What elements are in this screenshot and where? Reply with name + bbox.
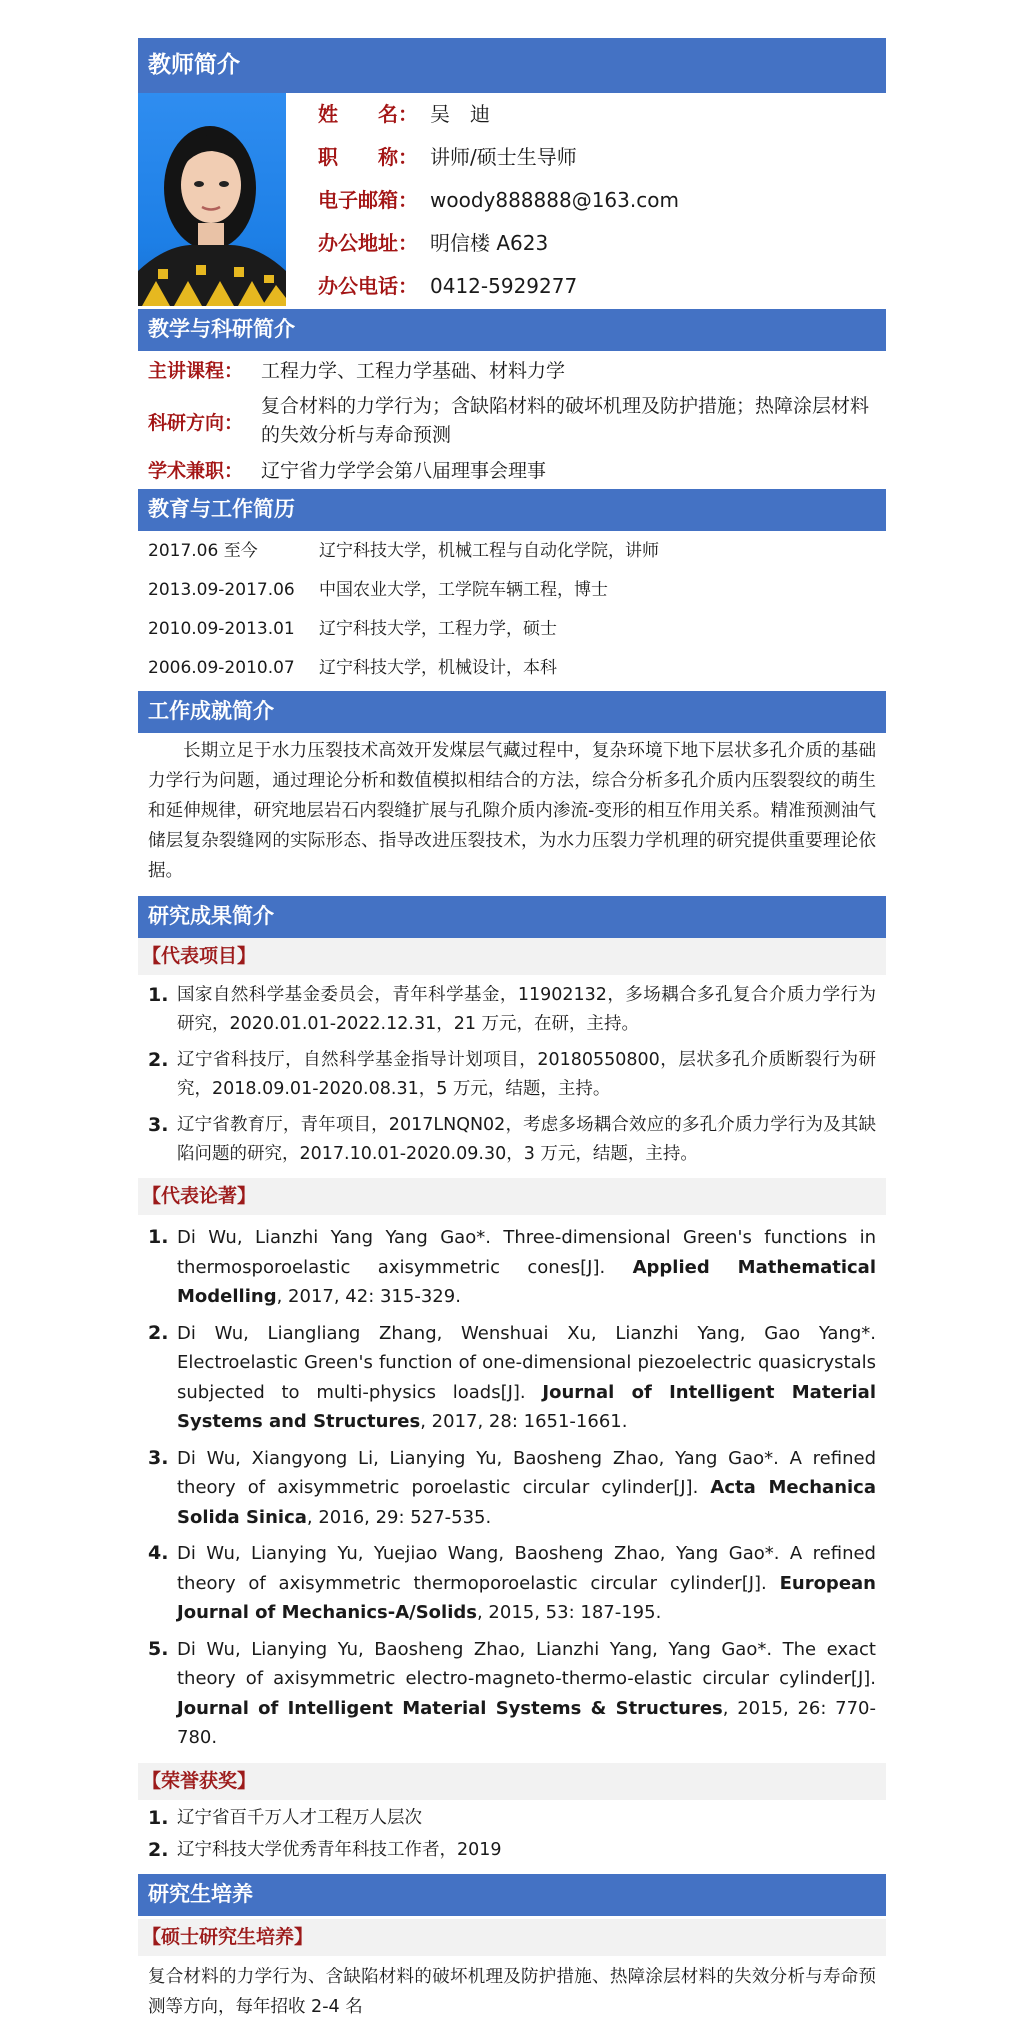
paper-authors-title: Di Wu, Lianying Yu, Baosheng Zhao, Lianzhi Yang, Yang Gao*. The exact theory of axisymmetric electro-magneto-thermo-elastic circular cylinder[J]. [177,1638,876,1689]
history-row [148,571,876,610]
history-date: 2013.09-2017.06 [148,580,295,600]
history-row [148,610,876,649]
history-date: 2006.09-2010.07 [148,658,295,678]
paper-item [148,1319,876,1437]
title-label: 职 称： [318,145,418,169]
paper-journal: Acta Mechanica Solida Sinica [177,1477,877,1528]
grad-text: 复合材料的力学行为、含缺陷材料的破坏机理及防护措施、热障涂层材料的失效分析与寿命预测等方向，每年招收 2-4 名 [148,1966,876,2017]
paper-citation [177,1635,876,1753]
paper-item [148,1223,876,1312]
papers-title: 【代表论著】 [138,1178,886,1215]
teacher-profile-page [138,38,886,2022]
item-number: 1. [148,984,169,1006]
section-header-achievement: 工作成就简介 [138,691,886,733]
history-row [148,532,876,571]
name-value: 吴 迪 [430,102,490,126]
grad-title: 【硕士研究生培养】 [138,1919,886,1956]
history-date: 2017.06 至今 [148,541,258,561]
email-label: 电子邮箱： [318,188,418,212]
item-number: 3. [148,1446,169,1469]
honors-title: 【荣誉获奖】 [138,1763,886,1800]
teaching-block [138,351,886,489]
profile-row-title [318,140,679,183]
profile-info [318,97,679,312]
item-number: 1. [148,1806,169,1829]
item-number: 2. [148,1838,169,1861]
research-value: 复合材料的力学行为；含缺陷材料的破坏机理及防护措施；热障涂层材料的失效分析与寿命预测 [261,395,870,446]
item-number: 5. [148,1637,169,1660]
section-header-grad: 研究生培养 [138,1874,886,1916]
phone-value: 0412-5929277 [430,274,578,298]
email-value[interactable]: woody888888@163.com [430,188,679,212]
paper-volume: , 2015, 26: 770-780. [177,1697,876,1748]
paper-citation [177,1444,876,1533]
profile-row-name [318,97,679,140]
history-desc: 中国农业大学，工学院车辆工程，博士 [319,580,608,600]
courses-value: 工程力学、工程力学基础、材料力学 [261,360,566,382]
post-row [138,453,886,489]
paper-authors-title: Di Wu, Liangliang Zhang, Wenshuai Xu, Lianzhi Yang, Gao Yang*. Electroelastic Green's function of one-dimensional piezoelectric quasicrystals subjected to multi-physics loads[J]. [177,1322,876,1403]
paper-citation [177,1223,876,1312]
item-text: 辽宁省百千万人才工程万人层次 [177,1807,422,1828]
honor-item [148,1834,876,1866]
projects-title: 【代表项目】 [138,938,886,975]
paper-journal: Applied Mathematical Modelling [177,1256,877,1307]
research-row [138,389,886,453]
history-desc: 辽宁科技大学，机械工程与自动化学院，讲师 [319,541,659,561]
project-item [148,1046,876,1104]
history-row [148,649,876,688]
item-number: 1. [148,1226,169,1248]
paper-item [148,1444,876,1533]
courses-label: 主讲课程： [148,360,244,382]
paper-citation [177,1319,876,1437]
item-text: 辽宁省科技厅，自然科学基金指导计划项目，20180550800，层状多孔介质断裂行为研究，2018.09.01-2020.08.31，5 万元，结题，主持。 [177,1050,876,1099]
profile-card [138,93,886,306]
profile-row-phone [318,269,679,312]
honor-item [148,1802,876,1834]
projects-list [138,975,886,1169]
history-date: 2010.09-2013.01 [148,619,295,639]
section-header-intro: 教师简介 [138,38,886,93]
post-label: 学术兼职： [148,460,244,482]
achievement-text: 长期立足于水力压裂技术高效开发煤层气藏过程中，复杂环境下地下层状多孔介质的基础力学行为问题，通过理论分析和数值模拟相结合的方法，综合分析多孔介质内压裂裂纹的萌生和延伸规律，研究地层岩石内裂缝扩展与孔隙介质内渗流-变形的相互作用关系。精准预测油气储层复杂裂缝网的实际形态、指导改进压裂技术，为水力压裂力学机理的研究提供重要理论依据。 [148,741,876,881]
paper-authors-title: Di Wu, Xiangyong Li, Lianying Yu, Baosheng Zhao, Yang Gao*. A refined theory of axisymmetric poroelastic circular cylinder[J]. [177,1447,876,1498]
paper-citation [177,1539,876,1628]
profile-row-email [318,183,679,226]
item-text: 辽宁科技大学优秀青年科技工作者，2019 [177,1839,502,1860]
paper-volume: , 2017, 28: 1651-1661. [420,1411,628,1432]
paper-journal: Journal of Intelligent Material Systems and Structures [177,1381,876,1432]
section-header-research: 研究成果简介 [138,896,886,938]
courses-row [138,356,886,389]
post-value: 辽宁省力学学会第八届理事会理事 [261,460,547,482]
section-header-teaching: 教学与科研简介 [138,309,886,351]
paper-authors-title: Di Wu, Lianying Yu, Yuejiao Wang, Baosheng Zhao, Yang Gao*. A refined theory of axisymmetric thermoporoelastic circular cylinder[J]. [177,1543,876,1594]
paper-journal: Journal of Intelligent Material Systems & Structures [177,1697,723,1719]
paper-authors-title: Di Wu, Lianzhi Yang Yang Gao*. Three-dimensional Green's functions in thermosporoelastic axisymmetric cones[J]. [177,1227,876,1278]
office-value: 明信楼 A623 [430,231,549,255]
paper-volume: , 2015, 53: 187-195. [476,1602,662,1623]
project-item [148,981,876,1039]
history-desc: 辽宁科技大学，机械设计，本科 [319,658,557,678]
item-text: 辽宁省教育厅，青年项目，2017LNQN02，考虑多场耦合效应的多孔介质力学行为及其缺陷问题的研究，2017.10.01-2020.09.30，3 万元，结题，主持。 [177,1115,876,1164]
item-number: 2. [148,1321,169,1344]
papers-list [138,1215,886,1753]
item-number: 3. [148,1114,169,1136]
name-label: 姓 名： [318,102,418,126]
paper-volume: , 2016, 29: 527-535. [306,1506,492,1528]
item-number: 2. [148,1049,169,1071]
office-label: 办公地址： [318,231,418,255]
profile-row-office [318,226,679,269]
history-list [138,531,886,688]
history-desc: 辽宁科技大学，工程力学，硕士 [319,619,557,639]
paper-item [148,1635,876,1753]
section-header-history: 教育与工作简历 [138,489,886,531]
title-value: 讲师/硕士生导师 [430,145,577,169]
item-number: 4. [148,1542,169,1564]
honors-list [138,1800,886,1874]
project-item [148,1111,876,1169]
research-label: 科研方向： [148,411,244,434]
paper-item [148,1539,876,1628]
portrait-illustration [138,93,286,306]
phone-label: 办公电话： [318,274,418,298]
profile-photo [138,93,286,306]
paper-journal: European Journal of Mechanics-A/Solids [177,1572,876,1623]
paper-volume: , 2017, 42: 315-329. [276,1286,461,1307]
item-text: 国家自然科学基金委员会，青年科学基金，11902132，多场耦合多孔复合介质力学行为研究，2020.01.01-2022.12.31，21 万元，在研，主持。 [177,985,876,1034]
